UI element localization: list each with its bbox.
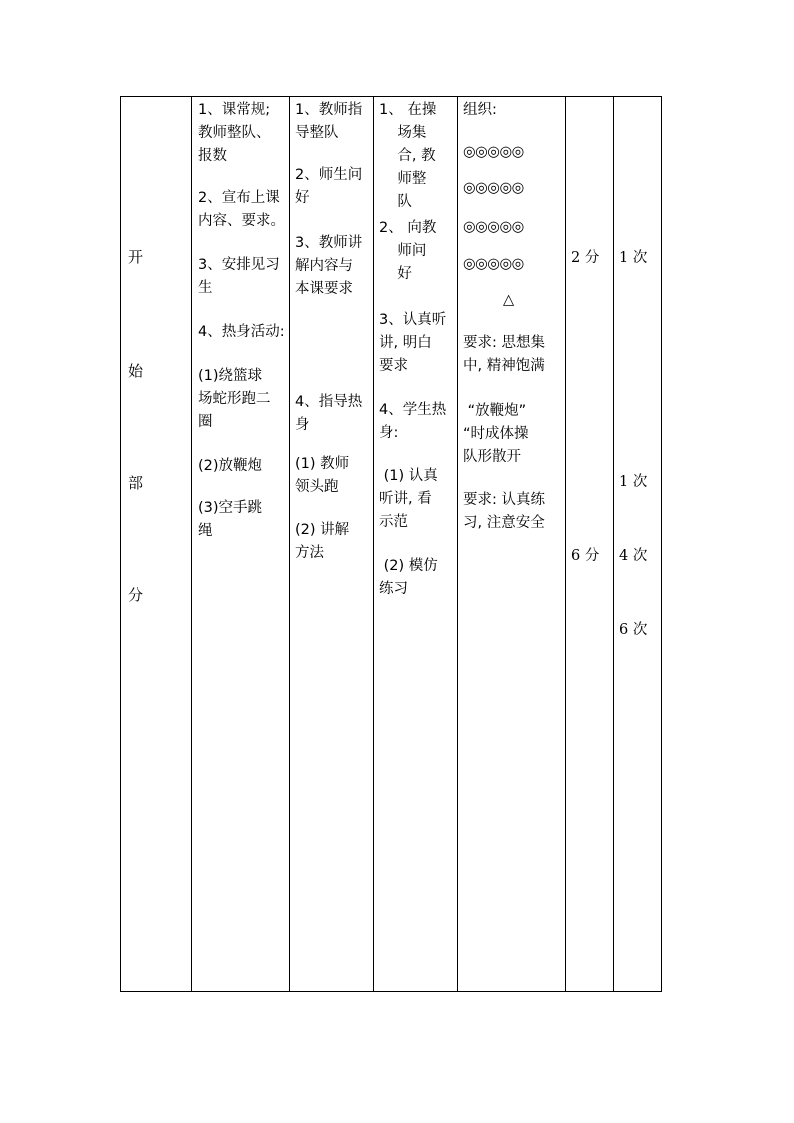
content-line: (3)空手跳 [198,500,263,516]
column-divider [457,97,458,991]
requirement-line: 习, 注意安全 [463,515,545,531]
student-line: 场集 [379,125,427,141]
requirement-line: 要求: 认真练 [463,492,545,508]
student-line: 3、认真听 [379,312,447,328]
formation-row: ◎◎◎◎◎ [463,219,524,235]
lesson-plan-table [120,96,662,992]
teacher-line: (1) 教师 [295,456,350,472]
time-value: 6 分 [571,548,600,564]
formation-row: ◎◎◎◎◎ [463,180,524,196]
student-line: 要求 [379,358,408,374]
content-line: (2)放鞭炮 [198,458,263,474]
organization-label: 组织: [463,102,497,118]
student-line: 讲, 明白 [379,335,432,351]
student-line: 听讲, 看 [379,491,432,507]
teacher-triangle-icon: △ [503,292,515,308]
teacher-line: 方法 [295,545,324,561]
teacher-line: 好 [295,190,310,206]
student-line: 4、学生热 [379,402,447,418]
content-line: 绳 [198,523,213,539]
student-line: (2) 模仿 [379,558,438,574]
section-char: 部 [128,474,144,492]
count-value: 4 次 [619,548,648,564]
requirement-line: 要求: 思想集 [463,335,545,351]
content-line: (1)绕篮球 [198,368,263,384]
content-line: 4、热身活动: [198,324,285,340]
teacher-line: 3、教师讲 [295,235,363,251]
content-line: 圈 [198,414,213,430]
count-value: 1 次 [619,250,648,266]
formation-note-line: “放鞭炮” [463,403,527,419]
count-value: 6 次 [619,622,648,638]
student-line: 身: [379,425,399,441]
student-line: (1) 认真 [379,468,438,484]
section-char: 分 [128,586,144,604]
column-divider [289,97,290,991]
teacher-line: 1、教师指 [295,102,363,118]
column-divider [373,97,374,991]
time-value: 2 分 [571,250,600,266]
student-line: 好 [379,266,412,282]
teacher-line: 领头跑 [295,479,339,495]
student-line: 师问 [379,243,427,259]
student-line: 合, 教 [379,148,436,164]
student-line: 队 [379,194,412,210]
teacher-line: 4、指导热 [295,394,363,410]
column-divider [565,97,566,991]
content-line: 报数 [198,148,227,164]
student-line: 师整 [379,171,427,187]
column-divider [613,97,614,991]
teacher-line: 本课要求 [295,281,353,297]
student-line: 示范 [379,514,408,530]
formation-row: ◎◎◎◎◎ [463,144,524,160]
student-line: 1、 在操 [379,102,437,118]
column-divider [191,97,192,991]
student-line: 2、 向教 [379,220,437,236]
content-line: 场蛇形跑二 [198,391,271,407]
content-line: 生 [198,280,213,296]
content-line: 1、课常规; [198,102,271,118]
formation-row: ◎◎◎◎◎ [463,256,524,272]
count-value: 1 次 [619,474,648,490]
formation-note-line: “时成体操 [463,426,529,442]
requirement-line: 中, 精神饱满 [463,358,545,374]
teacher-line: 2、师生问 [295,167,363,183]
formation-note-line: 队形散开 [463,449,521,465]
content-line: 内容、要求。 [198,213,285,229]
teacher-line: 导整队 [295,125,339,141]
section-char: 始 [128,362,144,380]
student-line: 练习 [379,581,408,597]
section-char: 开 [128,248,144,266]
teacher-line: 解内容与 [295,258,353,274]
teacher-line: (2) 讲解 [295,522,350,538]
teacher-line: 身 [295,417,310,433]
content-line: 3、安排见习 [198,257,280,273]
content-line: 教师整队、 [198,125,271,141]
content-line: 2、宣布上课 [198,190,280,206]
